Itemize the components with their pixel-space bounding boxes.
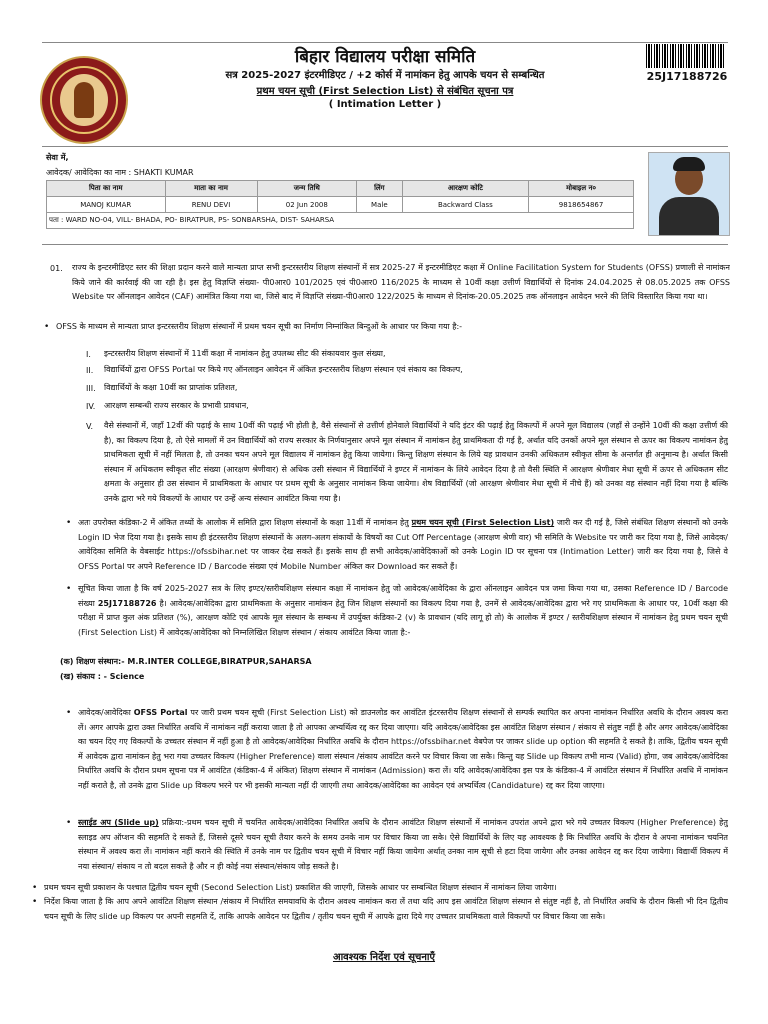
applicant-photo bbox=[648, 152, 730, 236]
point-number: III. bbox=[86, 384, 96, 393]
bullet-icon: • bbox=[66, 818, 72, 828]
para-intro: राज्य के इन्टरमीडिएट स्तर की शिक्षा प्रदान करने वाले मान्यता प्राप्त सभी इन्टरस्तरीय शिक्षण संस्थानों में सत्र 2025-27 में इन्टरमीडिएट कक्षा में Online Facilitation System for Students (OFSS) प्रणाली से नामांकन किये जाने की कार्रवाई की जा रही है। इस हेतु विज्ञप्ति संख्या- पी0आर0 101/2025 एवं पी0आर0 116/2025 के माध्यम से 10वीं कक्षा उत्तीर्ण विद्यार्थियों से दिनांक 24.04.2025 से 08.05.2025 तक OFSS Website पर ऑनलाइन आवेदन (CAF) आमंत्रित किया गया था, जिसे बाद में विज्ञप्ति संख्या-पी0आर0 122/2025 के माध्यम से दिनांक-20.05.2025 तक ऑनलाइन आवेदन भरने की तिथि विस्तारित किया गया था। bbox=[72, 263, 730, 301]
instructions-heading: आवश्यक निर्देश एवं सूचनाएँ bbox=[332, 952, 436, 963]
header-mobile: मोबाइल न० bbox=[529, 181, 634, 197]
table-row bbox=[47, 197, 634, 213]
allotted-faculty: (ख) संकाय : - Science bbox=[60, 672, 145, 681]
gender: Male bbox=[357, 197, 403, 213]
point-number: IV. bbox=[86, 402, 96, 411]
header-gender: लिंग bbox=[357, 181, 403, 197]
address-row bbox=[47, 213, 634, 229]
selection-list-heading: प्रथम चयन सूची (First Selection List) से संबंधित सूचना पत्र bbox=[256, 86, 514, 97]
point-number: V. bbox=[86, 422, 93, 431]
reference-barcode: 25J17188726 bbox=[97, 598, 157, 608]
second-list-notice: प्रथम चयन सूची प्रकाशन के पश्चात द्वितीय चयन सूची (Second Selection List) प्रकाशित की जाएगी, जिसके आधार पर सम्बन्धित शिक्षण संस्थान में नामांकन लिया जायेगा। bbox=[44, 883, 557, 892]
point-text: इन्टरस्तरीय शिक्षण संस्थानों में 11वीं कक्षा में नामांकन हेतु उपलब्ध सीट की संकायवार कुल संख्या, bbox=[104, 349, 386, 358]
ofss-portal-highlight: OFSS Portal bbox=[133, 708, 188, 717]
father-name: MANOJ KUMAR bbox=[47, 197, 166, 213]
board-title: बिहार विद्यालय परीक्षा समिति bbox=[294, 47, 476, 67]
point-text: वैसे संस्थानों में, जहाँ 12वीं की पढ़ाई के साथ 10वीं की पढ़ाई भी होती है, वैसे संस्थानों से उत्तीर्ण होनेवाले विद्यार्थियों ने यदि इंटर की पढ़ाई हेतु विकल्पों में अपने मूल विद्यालय (जहाँ से उन्होंने 10वीं की कक्षा उत्तीर्ण की है), का विकल्प दिया है, तो ऐसे मामलों में उन विद्यार्थियों को राज्य सरकार के निर्णयानुसार अपने मूल संस्थान में नामांकन हेतु प्राथमिकता दी गई है, अर्थात यदि उनकों अपने मूल संस्थान से ऊपर का विकल्प नामांकन हेतु प्राथमिकता सूची में नहीं मिलता है, तो उनका चयन अपने मूल विद्यालय में नामांकन हेतु किया जायेगा। किन्तु शिक्षण संस्थान के लिये यह प्रावधान उनकी अधिकतम स्वीकृत सीमा के अन्तर्गत ही अनुमान्य है। अर्थात किसी संस्थान में अधिकतम स्वीकृत सीट संख्या (आरक्षण श्रेणीवार) से अधिक उसी संस्थान में विद्यार्थियों ने इण्टर में नामांकन के लिये आवेदन दिया है तो वैसी स्थिति में आरक्षण श्रेणीवार मेधा सूची में ऊपर से अधिकतम सीट क्षमता के अनुसार ही उस संस्थान में प्राथमिकता के आधार पर प्रथम सूची के अनुसार नामांकन किया जायेगा। शेष विद्यार्थियों (जो आरक्षण श्रेणीवार मेधा सूची में नीचे हैं) को उनका वह संस्थान नहीं दिया गया है बल्कि उनके द्वारा भरे गये विकल्पों के आधार पर उन्हें अन्य संस्थान आवंटित किया गया है। bbox=[104, 421, 728, 503]
barcode-number: 25J17188726 bbox=[646, 70, 728, 83]
admission-instructions: आवेदक/आवेदिका OFSS Portal पर जारी प्रथम चयन सूची (First Selection List) को डाउनलोड कर आवंटित इंटरस्तरीय शिक्षण संस्थानों से सम्पर्क स्थापित कर अपना नामांकन निर्धारित अवधि के दौरान अवश्य करा लें। अगर आपके द्वारा उक्त निर्धारित अवधि में नामांकन नहीं कराया जाता है तो आपका अभ्यर्थित्व रद्द कर दिया जाएगा। यदि आवेदक/आवेदिका इस आवंटित शिक्षण संस्थान / संकाय से संतुष्ट नहीं है और अगर आवेदक/आवेदिका का चयन दिए गए विकल्पों के उच्चतर संस्थान में नहीं हुआ है तो आवेदक/आवेदिका निर्धारित अवधि के दौरान https://ofssbihar.net वेबपेज पर जाकर slide up option की सहमति दे सकते है। ताकि, द्वितीय चयन सूची में आवेदक द्वारा नामांकन हेतु भरा गया उच्चतर विकल्प (Higher Preference) वाला संस्थान /संकाय आवंटित करने पर विचार किया जा सके। किन्तु यह Slide up विकल्प तभी मान्य (Valid) होगा, जब आवेदक/आवेदिका निर्धारित अवधि के दौरान प्रथम सूचना पत्र में आवंटित (कंडिका-4 में अंकित) शिक्षण संस्थान में नामांकन (Admission) करा लें। यदि आवेदक/आवेदिका इस पत्र के कंडिका-4 में आवंटित संस्थान में निर्धारित अवधि में नामांकन नहीं कराते है, तो उनके द्वारा Slide up विकल्प भरने पर भी इसकी मान्यता नहीं दी जाएगी तथा आवेदक/आवेदिका का आवेदन एवं अभ्यर्थित्व (Candidature) रद्द कर दिया जाएगा। bbox=[78, 708, 728, 790]
point-text: आरक्षण सम्बन्धी राज्य सरकार के प्रभावी प्रावधान, bbox=[104, 401, 249, 410]
allotted-institution: (क) शिक्षण संस्थान:- M.R.INTER COLLEGE,BIRATPUR,SAHARSA bbox=[60, 657, 312, 666]
mother-name: RENU DEVI bbox=[165, 197, 257, 213]
instruction-notice: निर्देश किया जाता है कि आप अपने आवंटित शिक्षण संस्थान /संकाय में निर्धारित समयावधि के दौरान अवश्य नामांकन करा लें तथा यदि आप इस आवंटित शिक्षण संस्थान से संतुष्ट नहीं है, तो निर्धारित अवधि के दौरान किसी भी दिन द्वितीय चयन सूची के लिए slide up विकल्प पर अपनी सहमति दें, ताकि आपके आवेदन पर द्वितीय / तृतीय चयन सूची में आपके द्वारा दिये गए उच्चतर प्राथमिकता वाले विकल्पों पर विचार किया जा सके। bbox=[44, 897, 728, 921]
slide-up-highlight: स्लाईड अप (Slide up) bbox=[78, 818, 159, 827]
point-text: विद्यार्थियों द्वारा OFSS Portal पर किये गए ऑनलाइन आवेदन में अंकित इन्टरस्तरीय शिक्षण संस्थान एवं संकाय का विकल्प, bbox=[104, 365, 463, 374]
bseb-seal-logo bbox=[40, 56, 128, 144]
mobile: 9818654867 bbox=[529, 197, 634, 213]
bullet-icon: • bbox=[66, 584, 72, 594]
bullet-icon: • bbox=[32, 883, 38, 893]
intimation-letter-label: ( Intimation Letter ) bbox=[328, 99, 442, 110]
header-mother-name: माता का नाम bbox=[165, 181, 257, 197]
point-number: I. bbox=[86, 350, 91, 359]
address: पता : WARD NO-04, VILL- BHADA, PO- BIRATPUR, PS- SONBARSHA, DIST- SAHARSA bbox=[47, 213, 634, 229]
point-number: II. bbox=[86, 366, 94, 375]
category: Backward Class bbox=[402, 197, 528, 213]
dob: 02 Jun 2008 bbox=[257, 197, 357, 213]
header-father-name: पिता का नाम bbox=[47, 181, 166, 197]
applicant-name: आवेदक/ आवेदिका का नाम : SHAKTI KUMAR bbox=[46, 168, 194, 177]
slide-up-process: स्लाईड अप (Slide up) प्रक्रिया:-प्रथम चयन सूची में चयनित आवेदक/आवेदिका निर्धारित अवधि के दौरान आवंटित शिक्षण संस्थानों में नामांकन उपरांत अपने द्वारा भरे गये उच्चतर विकल्प (Higher Preference) हेतु स्लाइड अप ऑप्शन की सहमति दे सकते हैं, जिससे दूसरे चयन सूची तैयार करने के समय उनके नाम पर विचार किया जा सके। ऐसे विद्यार्थियों के लिए यह आवश्यक है कि निर्धारित अवधि के दौरान वे अपना नामांकन चयनित संस्थान में अवश्य करा लें। नामांकन नहीं कराने की स्थिति में उनके नाम पर द्वितीय चयन सूची में विचार नहीं किया जायेगा अर्थात् उनका नाम सूची से हटा दिया जायेगा और उनका आवेदन रद्द कर दिया जायेगा। विद्यार्थी विकल्प में नया संस्थान/ संकाय न तो बदल सकते है और न ही कोई नया संस्थान/संकाय जोड़ सकते है। bbox=[78, 818, 728, 871]
header-rule bbox=[42, 146, 728, 147]
bullet-icon: • bbox=[66, 518, 72, 528]
allotment-notice: सूचित किया जाता है कि वर्ष 2025-2027 सत्र के लिए इण्टर/स्तरीयशिक्षण संस्थान कक्षा में नामांकन हेतु जो आवेदक/आवेदिका के द्वारा ऑनलाइन आवेदन पत्र जमा किया गया था, उसका Reference ID / Barcode संख्या 25J17188726 है। आवेदक/आवेदिका द्वारा प्राथमिकता के अनुसार नामांकन हेतु जिन शिक्षण संस्थानों का विकल्प दिया गया है, उनमें से आवेदक/आवेदिका द्वारा भरे गए प्राथमिकता के आधार पर, 10वीं कक्षा की परीक्षा में प्राप्त कुल अंक प्रतिशत (%), आरक्षण कोटि एवं आपके मूल संस्थान के सम्बन्ध में उपर्युक्त कंडिका-2 (v) के प्रावधान (यदि लागू हो तो) के आलोक में इण्टर / स्तरीयशिक्षण संस्थान में नामांकन हेतु प्रथम चयन सूची (First Selection List) में आवेदक/आवेदिका को निम्नलिखित शिक्षण संस्थान / संकाय आवंटित किया जाता है:- bbox=[78, 584, 728, 637]
applicant-info-table bbox=[46, 180, 634, 229]
para-number: 01. bbox=[50, 264, 63, 273]
section-rule bbox=[42, 244, 728, 245]
bullet-icon: • bbox=[32, 897, 38, 907]
header-category: आरक्षण कोटि bbox=[402, 181, 528, 197]
first-list-notice: अतः उपरोक्त कंडिका-2 में अंकित तथ्यों के आलोक में समिति द्वारा शिक्षण संस्थानों के कक्षा 11वीं में नामांकन हेतु प्रथम चयन सूची (First Selection List) जारी कर दी गई है, जिसे संबंधित शिक्षण संस्थानों को उनके Login ID भेज दिया गया है। इसके साथ ही इंटरस्तरीय शिक्षण संस्थानों के अलग-अलग संकायों के विषयों का Cut Off Percentage (आरक्षण श्रेणी वार) भी समिति के Website पर जारी कर दिया गया है, जिसे आवेदक/आवेदिका समिति के वेबसाईट https://ofssbihar.net पर जाकर देख सकते हैं। इसके साथ ही सभी आवेदक/आवेदिकाओं को उनके Login ID पर सूचना पत्र (Intimation Letter) जारी कर दिया गया है, जिसे वे OFSS Portal पर अपने Reference ID / Barcode संख्या एवं Mobile Number अंकित कर Download कर सकते हैं। bbox=[78, 518, 728, 571]
barcode-graphic bbox=[646, 44, 726, 68]
point-text: विद्यार्थियों के कक्षा 10वीं का प्राप्तांक प्रतिशत, bbox=[104, 383, 238, 392]
top-rule bbox=[42, 42, 728, 43]
letter-subtitle: सत्र 2025-2027 इंटरमीडिएट / +2 कोर्स में नामांकन हेतु आपके चयन से सम्बन्धित bbox=[225, 70, 545, 81]
header-dob: जन्म तिथि bbox=[257, 181, 357, 197]
bullet-icon: • bbox=[44, 322, 50, 332]
ofss-intro: OFSS के माध्यम से मान्यता प्राप्त इन्टरस्तरीय शिक्षण संस्थानों में प्रथम चयन सूची का निर्माण निम्नांकित बिन्दुओं के आधार पर किया गया है:- bbox=[56, 322, 463, 331]
first-selection-highlight: प्रथम चयन सूची (First Selection List) bbox=[411, 518, 555, 527]
table-header-row bbox=[47, 181, 634, 197]
salutation: सेवा में, bbox=[46, 153, 69, 162]
bullet-icon: • bbox=[66, 708, 72, 718]
